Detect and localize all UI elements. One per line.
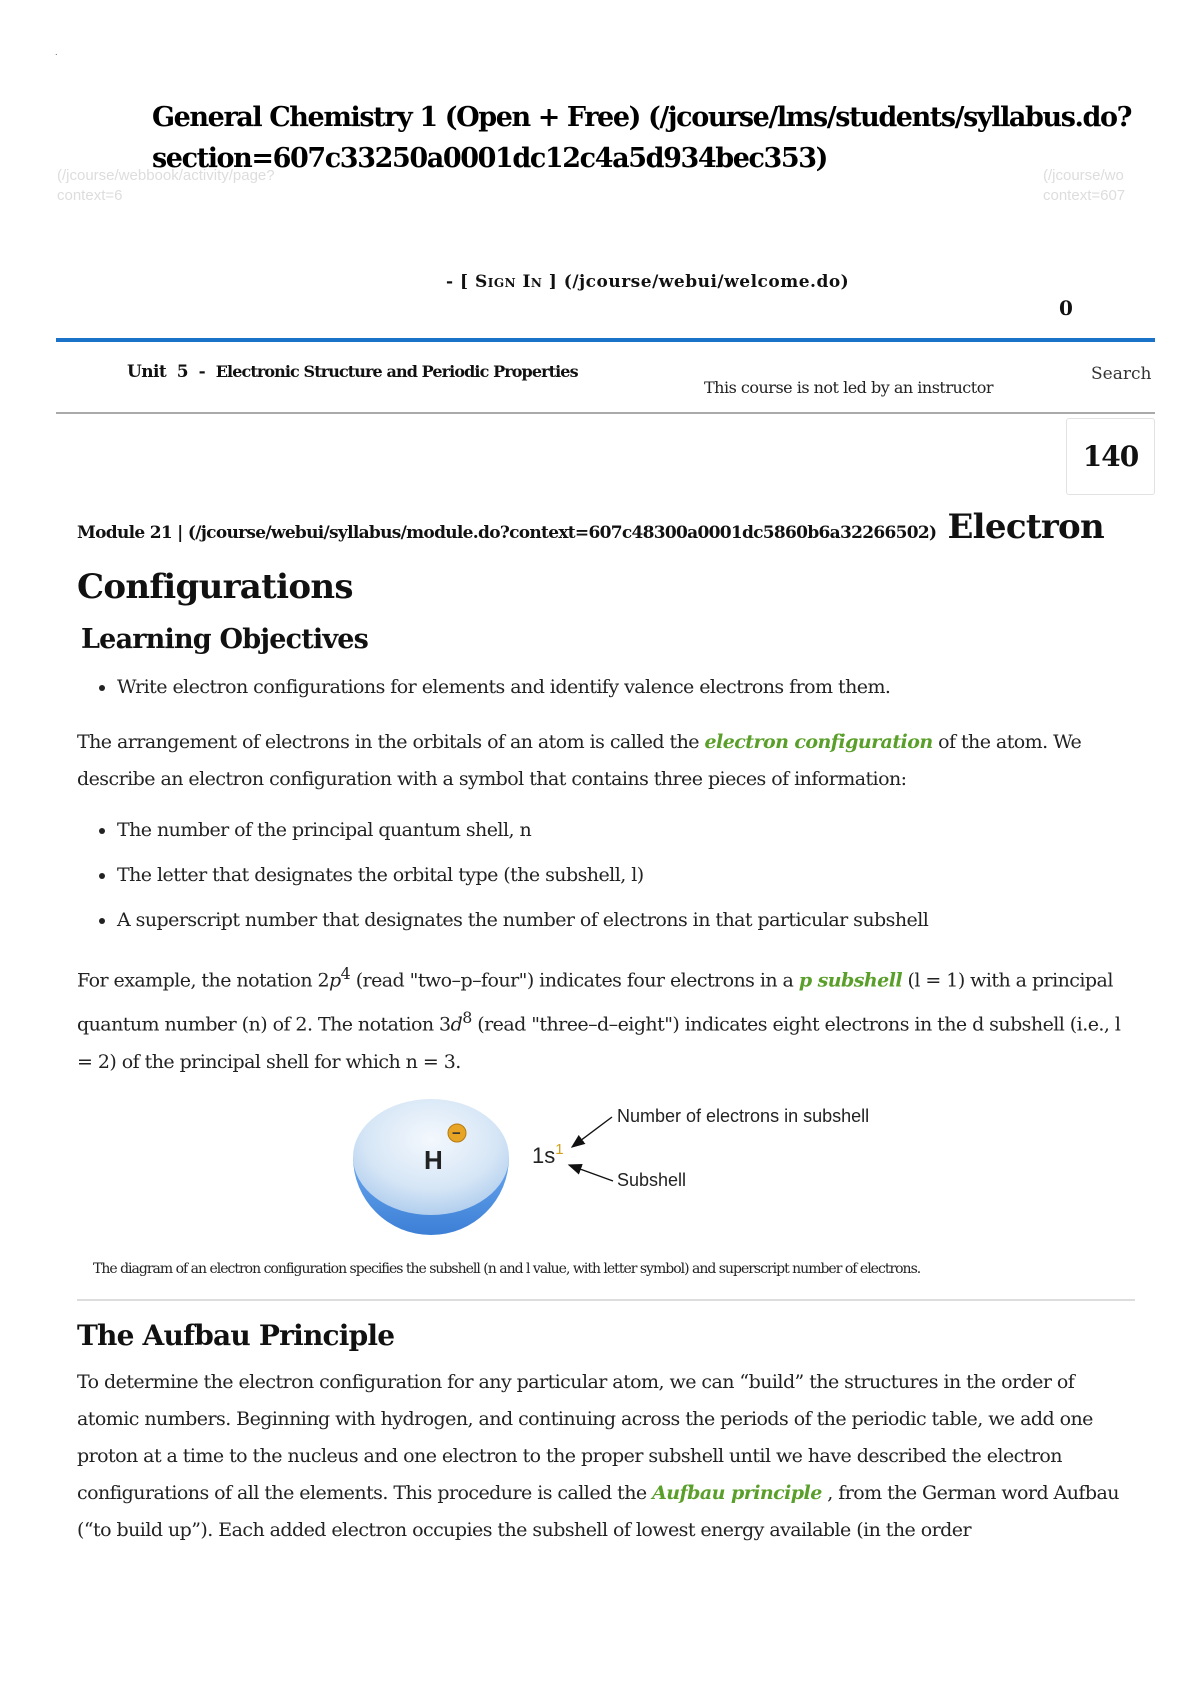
unit-breadcrumb[interactable] (127, 362, 578, 382)
course-title-link[interactable]: General Chemistry 1 (Open + Free) (/jcourse/lms/students/syllabus.do?section=607c33250a0001dc12c4a5d934bec353) (152, 102, 1132, 174)
example-text: (l = 1) with a principal quantum number (n) of 2. The notation 3 (77, 969, 1113, 1036)
math-d: d (450, 1013, 463, 1036)
objectives-list (77, 669, 1135, 706)
intro-paragraph (77, 724, 1135, 798)
electron-charge: − (452, 1124, 461, 1142)
figure-caption: The diagram of an electron configuration specifies the subshell (n and l value, with letter symbol) and superscript number of electrons. (93, 1260, 921, 1277)
page-title-text: Electron Configurations (77, 507, 1105, 607)
intro-text-end: of the atom. We describe an electron configuration with a symbol that contains three pieces of information: (77, 731, 1082, 790)
course-navbar (56, 338, 1155, 414)
sign-in-label: Sign In (474, 272, 543, 292)
label-electrons-in-subshell: Number of electrons in subshell (617, 1105, 870, 1126)
main-content (77, 500, 1135, 1549)
example-paragraph (77, 955, 1135, 1081)
unit-title: Electronic Structure and Periodic Properties (215, 362, 578, 381)
module-link[interactable]: Module 21 | (/jcourse/webui/syllabus/module.do?context=607c48300a0001dc5860b6a32266502) (77, 523, 937, 543)
sign-in-prefix: - [ (446, 272, 475, 292)
ghost-link-left[interactable]: (/jcourse/webbook/activity/page? context=6 (57, 167, 275, 204)
list-item: • The letter that designates the orbital type (the subshell, l) (117, 857, 1135, 894)
notation-main: 1s (532, 1142, 556, 1168)
notation-superscript: 1 (555, 1140, 564, 1158)
unit-separator: - (198, 362, 206, 382)
unit-number: 5 (176, 362, 188, 382)
search-button[interactable]: Search (1091, 364, 1152, 384)
term-aufbau-principle[interactable]: Aufbau principle (652, 1481, 822, 1504)
figure-diagram (347, 1095, 907, 1255)
objectives-heading: Learning Objectives (81, 624, 369, 655)
notation-1s (532, 1141, 564, 1168)
sign-in-url: ] (/jcourse/webui/welcome.do) (542, 272, 850, 292)
aufbau-text-end: , from the German word Aufbau (“to build up”). Each added electron occupies the subshell of lowest energy available (in the order (77, 1481, 1119, 1541)
instructor-status: This course is not led by an instructor (704, 378, 993, 397)
section-divider (77, 1299, 1135, 1301)
superscript-8: 8 (462, 1008, 472, 1028)
example-text: (read "two–p–four") indicates four electrons in a (350, 969, 799, 992)
notation-points-list (77, 812, 1135, 939)
label-subshell: Subshell (617, 1169, 687, 1190)
term-electron-configuration[interactable]: electron configuration (704, 731, 933, 753)
example-text: (read "three–d–eight") indicates eight electrons in the d subshell (i.e., l = 2) of the principal shell for which n = 3. (77, 1013, 1121, 1073)
example-text: For example, the notation 2 (77, 969, 330, 992)
page-title (77, 500, 1135, 614)
arrow-to-subshell (569, 1165, 613, 1181)
list-item: • A superscript number that designates the number of electrons in that particular subshell (117, 902, 1135, 939)
cart-count: 0 (1059, 296, 1073, 320)
sign-in-link[interactable] (446, 272, 849, 292)
corner-dot: . (55, 48, 58, 57)
ghost-link-right[interactable]: (/jcourse/wo context=607 (1043, 167, 1126, 204)
list-item: • The number of the principal quantum shell, n (117, 812, 1135, 849)
aufbau-text-start: To determine the electron configuration for any particular atom, we can “build” the structures in the order of atomic numbers. Beginning with hydrogen, and continuing across the periods of the periodic table, we add one proton at a time to the nucleus and one electron to the proper subshell until we have described the electron configurations of all the elements. This procedure is called the (77, 1370, 1093, 1504)
arrow-to-superscript (572, 1117, 612, 1147)
electron-configuration-figure (77, 1095, 1135, 1285)
aufbau-heading: The Aufbau Principle (77, 1318, 395, 1352)
math-p: p (329, 969, 341, 992)
superscript-4: 4 (340, 964, 351, 983)
score-badge: 140 (1066, 418, 1155, 495)
intro-text-start: The arrangement of electrons in the orbitals of an atom is called the (77, 731, 705, 753)
objective-item: • Write electron configurations for elements and identify valence electrons from them. (117, 669, 1135, 706)
atom-label: H (424, 1144, 443, 1175)
unit-label: Unit (127, 362, 167, 382)
aufbau-paragraph (77, 1364, 1135, 1549)
term-p-subshell[interactable]: p subshell (798, 969, 903, 992)
